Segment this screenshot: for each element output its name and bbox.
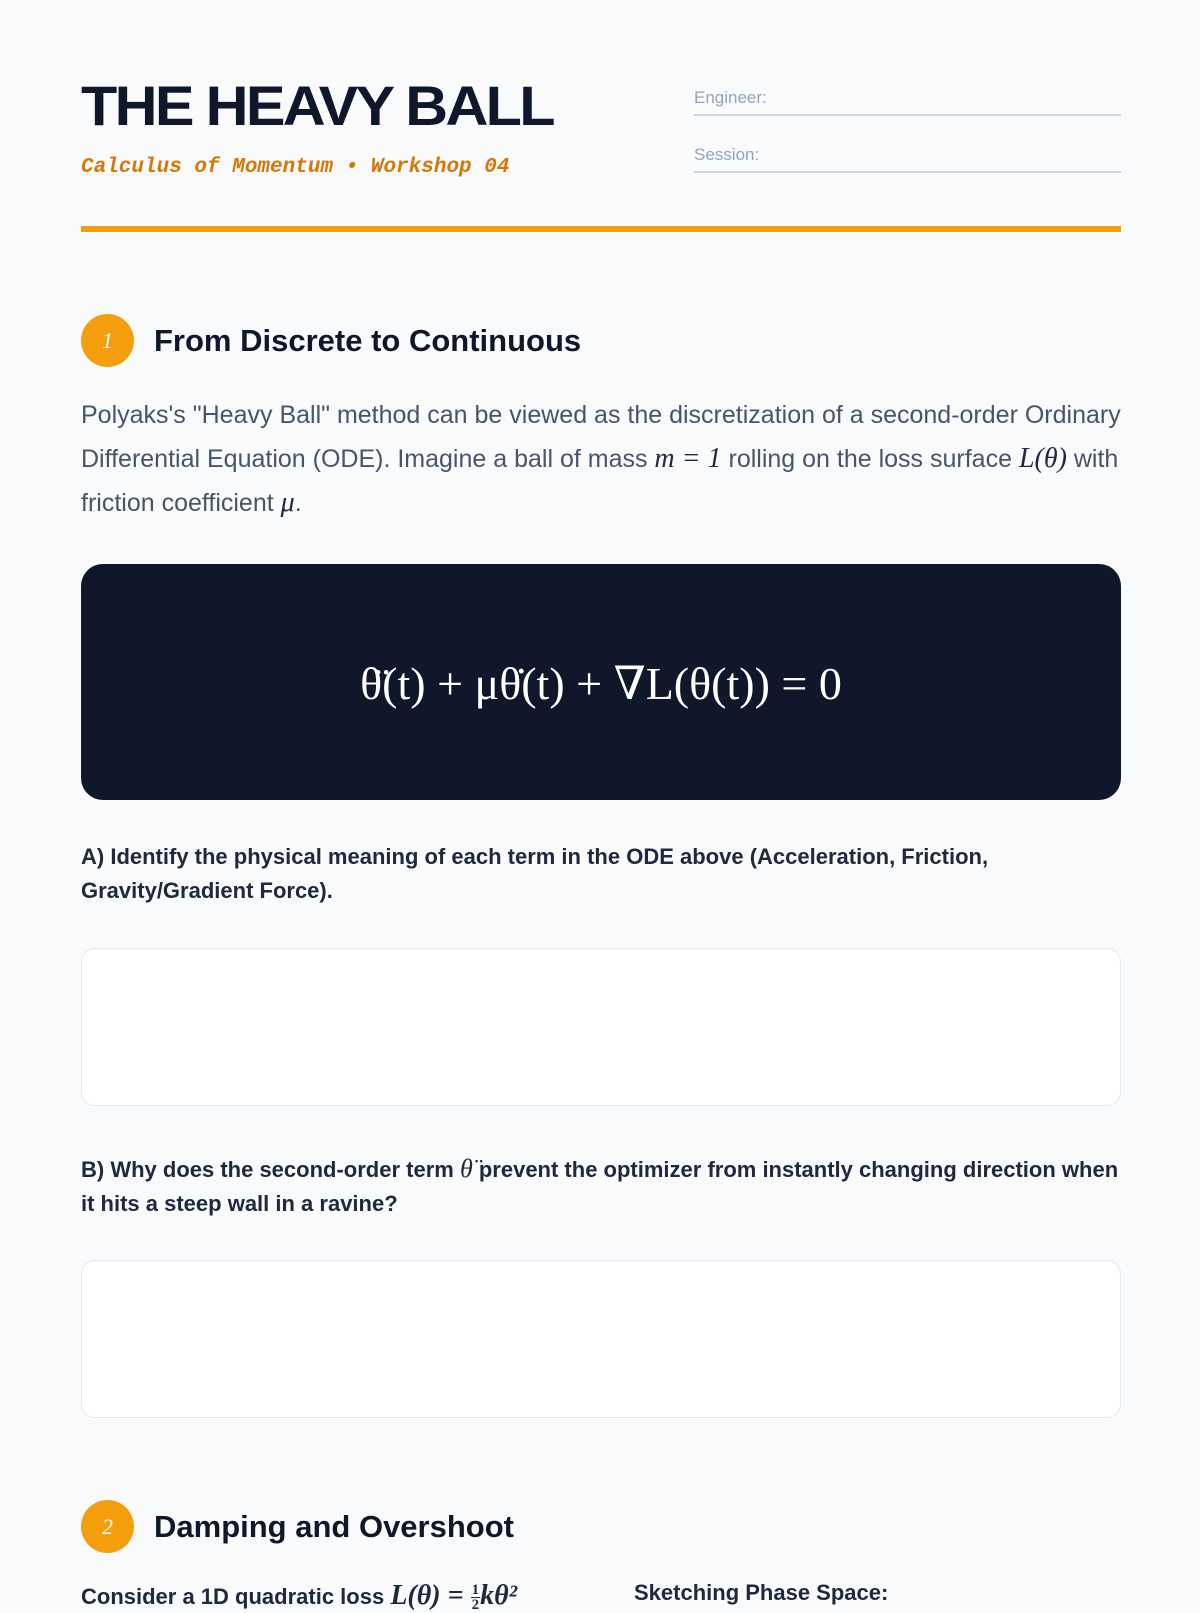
answer-a-box[interactable] xyxy=(81,948,1121,1106)
page-title: THE HEAVY BALL xyxy=(81,74,553,137)
phase-space-label: Sketching Phase Space: xyxy=(634,1580,889,1605)
header-divider xyxy=(81,226,1121,232)
worksheet-header xyxy=(81,0,1121,235)
ode-equation-text: θ̈(t) + μθ̇(t) + ∇L(θ(t)) = 0 xyxy=(360,658,842,709)
answer-b-box[interactable] xyxy=(81,1260,1121,1418)
question-a: A) Identify the physical meaning of each term in the ODE above (Acceleration, Friction, Gravity/Gradient Force). xyxy=(81,844,989,903)
ode-equation-panel xyxy=(81,564,1121,800)
worksheet-page xyxy=(81,0,1121,1613)
quadratic-loss-rhs: kθ² xyxy=(480,1580,517,1611)
section-1-heading xyxy=(81,314,1121,368)
question-b-text-1: B) Why does the second-order term xyxy=(81,1157,460,1182)
answer-b-input[interactable] xyxy=(82,1261,1120,1417)
section-2-intro-text: Consider a 1D quadratic loss xyxy=(81,1584,391,1609)
mu-math: μ xyxy=(280,487,295,518)
section-2-title: Damping and Overshoot xyxy=(154,1509,514,1544)
question-b-text-2: prevent the optimizer from instantly changing direction when it hits a steep wall in a ravine? xyxy=(81,1157,1119,1216)
intro-text-4: . xyxy=(294,489,302,517)
intro-text-2: rolling on the loss surface xyxy=(721,445,1019,473)
mass-math: m = 1 xyxy=(654,443,722,474)
quadratic-loss-math xyxy=(390,1580,517,1611)
engineer-field[interactable] xyxy=(694,86,1121,116)
loss-math: L(θ) xyxy=(1018,443,1067,474)
answer-a-input[interactable] xyxy=(82,949,1120,1105)
ode-equation xyxy=(301,642,901,722)
fraction-numerator: 1 xyxy=(471,1582,480,1599)
question-b xyxy=(81,1152,1121,1221)
intro-text-3: with friction coefficient xyxy=(81,445,1119,517)
engineer-label: Engineer: xyxy=(694,88,767,107)
session-field[interactable] xyxy=(694,143,1121,173)
section-2-intro xyxy=(81,1580,601,1612)
intro-text-1: Polyaks's "Heavy Ball" method can be viewed as the discretization of a second-order Ordinary Differential Equation (ODE). Imagine a ball of mass xyxy=(81,401,1121,473)
page-subtitle: Calculus of Momentum • Workshop 04 xyxy=(81,156,510,179)
section-2-number-badge: 2 xyxy=(81,1500,134,1553)
section-1-number-badge: 1 xyxy=(81,314,134,367)
fraction-denominator: 2 xyxy=(471,1597,480,1613)
quadratic-loss-lhs: L(θ) = xyxy=(390,1580,471,1611)
half-fraction xyxy=(471,1583,481,1612)
section-1-title: From Discrete to Continuous xyxy=(154,323,582,358)
section-1-intro xyxy=(81,394,1121,525)
section-2-heading xyxy=(81,1500,1121,1554)
theta-ddot-math: θ̈ xyxy=(459,1154,473,1183)
session-label: Session: xyxy=(694,145,760,164)
